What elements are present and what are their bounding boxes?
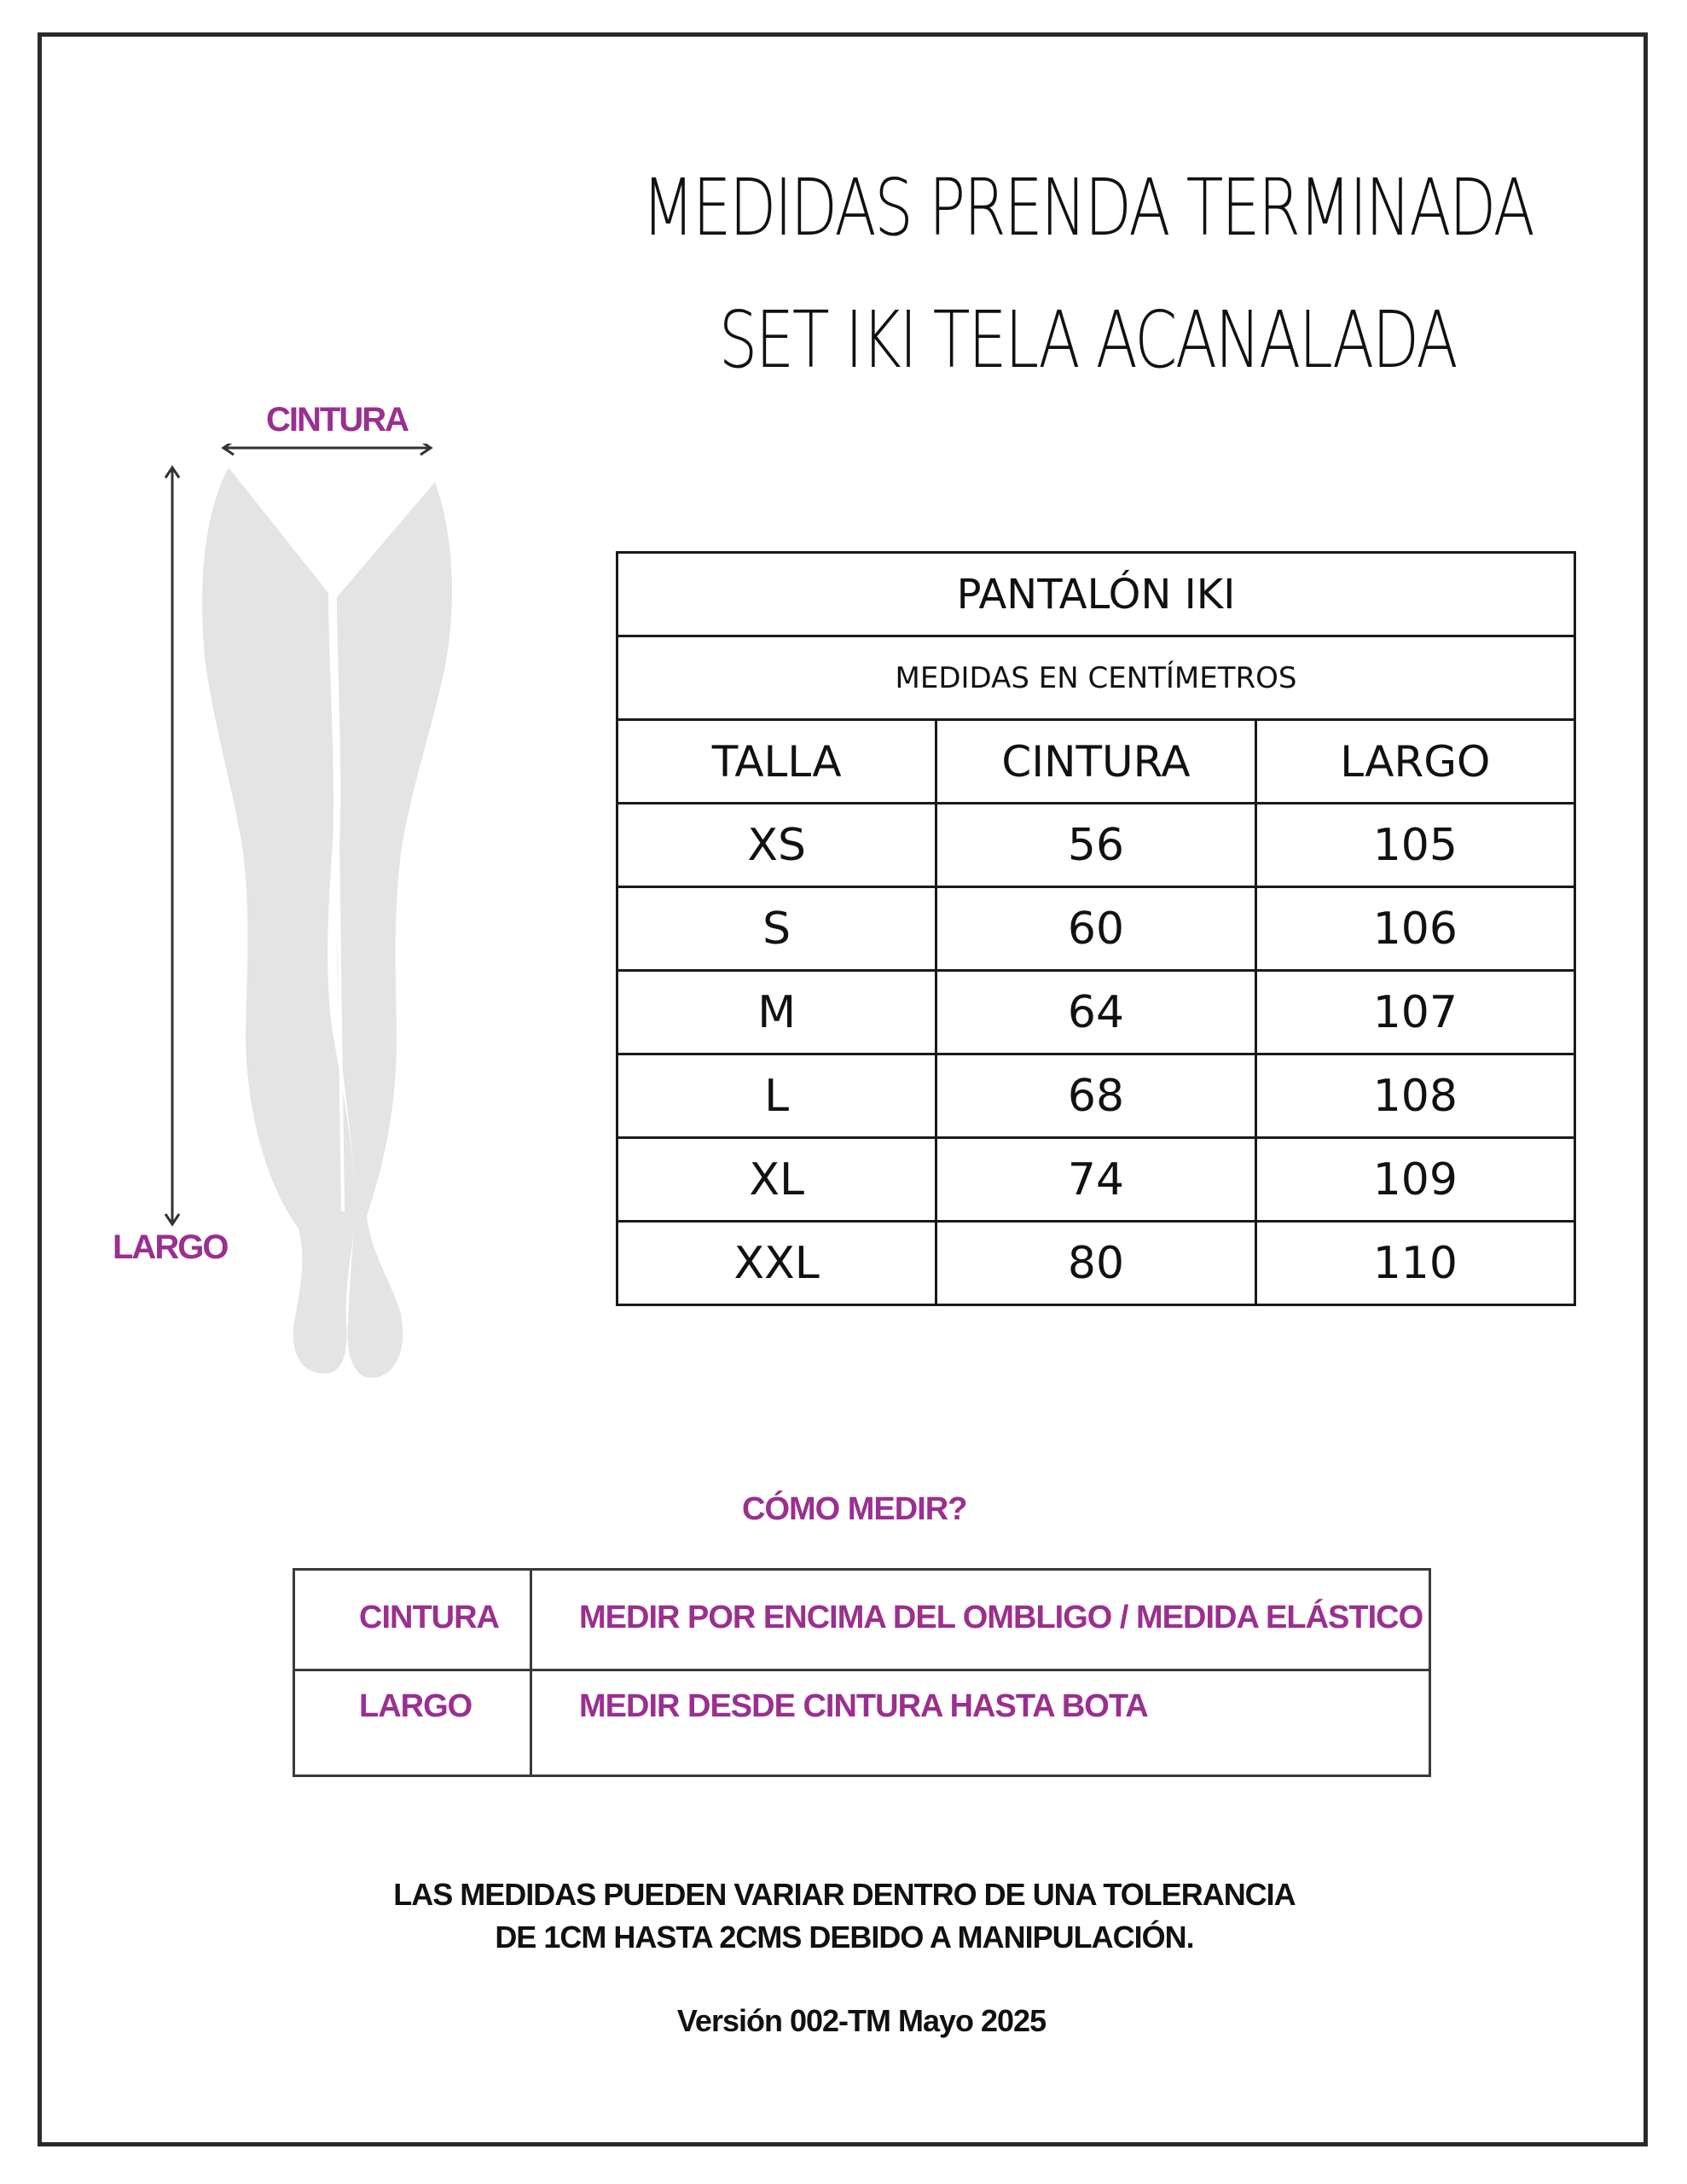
table-row	[617, 1138, 1575, 1222]
table-row	[294, 1670, 1430, 1776]
how-to-measure-table	[293, 1568, 1431, 1777]
length-cell: 107	[1255, 971, 1574, 1054]
waist-cell: 80	[936, 1222, 1255, 1305]
length-cell: 110	[1255, 1222, 1574, 1305]
waist-arrow-icon	[223, 444, 431, 455]
how-to-measure-heading: CÓMO MEDIR?	[742, 1491, 967, 1527]
size-cell: XS	[617, 804, 936, 887]
column-header: LARGO	[1255, 720, 1574, 804]
table-row	[294, 1570, 1430, 1670]
measure-key: LARGO	[294, 1670, 531, 1776]
waist-cell: 64	[936, 971, 1255, 1054]
column-header: CINTURA	[936, 720, 1255, 804]
waist-label: CINTURA	[266, 401, 408, 439]
measure-instruction: MEDIR POR ENCIMA DEL OMBLIGO / MEDIDA ELÁSTICO	[531, 1570, 1430, 1670]
table-title-row	[617, 553, 1575, 636]
table-subtitle: MEDIDAS EN CENTÍMETROS	[617, 636, 1575, 720]
length-cell: 105	[1255, 804, 1574, 887]
length-arrow-icon	[165, 468, 179, 1224]
left-leg-shape	[202, 468, 356, 1374]
page-title-line1: MEDIDAS PRENDA TERMINADA	[641, 162, 1533, 253]
version-label: Versión 002-TM Mayo 2025	[676, 2003, 1046, 2038]
legs-silhouette-icon	[154, 444, 495, 1408]
measure-instruction: MEDIR DESDE CINTURA HASTA BOTA	[531, 1670, 1430, 1776]
size-cell: S	[617, 887, 936, 971]
size-cell: L	[617, 1054, 936, 1138]
size-cell: M	[617, 971, 936, 1054]
column-header: TALLA	[617, 720, 936, 804]
table-row	[617, 887, 1575, 971]
table-title: PANTALÓN IKI	[617, 553, 1575, 636]
page-title-line2: SET IKI TELA ACANALADA	[718, 294, 1457, 386]
tolerance-note-line1: LAS MEDIDAS PUEDEN VARIAR DENTRO DE UNA TOLERANCIA	[393, 1877, 1296, 1912]
waist-cell: 56	[936, 804, 1255, 887]
waist-cell: 74	[936, 1138, 1255, 1222]
right-leg-shape	[337, 482, 452, 1378]
size-cell: XXL	[617, 1222, 936, 1305]
measure-key: CINTURA	[294, 1570, 531, 1670]
length-cell: 108	[1255, 1054, 1574, 1138]
size-table	[616, 551, 1576, 1306]
table-row	[617, 971, 1575, 1054]
table-row	[617, 804, 1575, 887]
table-row	[617, 1054, 1575, 1138]
tolerance-note-line2: DE 1CM HASTA 2CMS DEBIDO A MANIPULACIÓN.	[495, 1920, 1194, 1955]
length-cell: 109	[1255, 1138, 1574, 1222]
size-cell: XL	[617, 1138, 936, 1222]
waist-cell: 68	[936, 1054, 1255, 1138]
length-cell: 106	[1255, 887, 1574, 971]
table-subtitle-row	[617, 636, 1575, 720]
table-row	[617, 1222, 1575, 1305]
table-header-row	[617, 720, 1575, 804]
length-label: LARGO	[113, 1228, 228, 1266]
waist-cell: 60	[936, 887, 1255, 971]
